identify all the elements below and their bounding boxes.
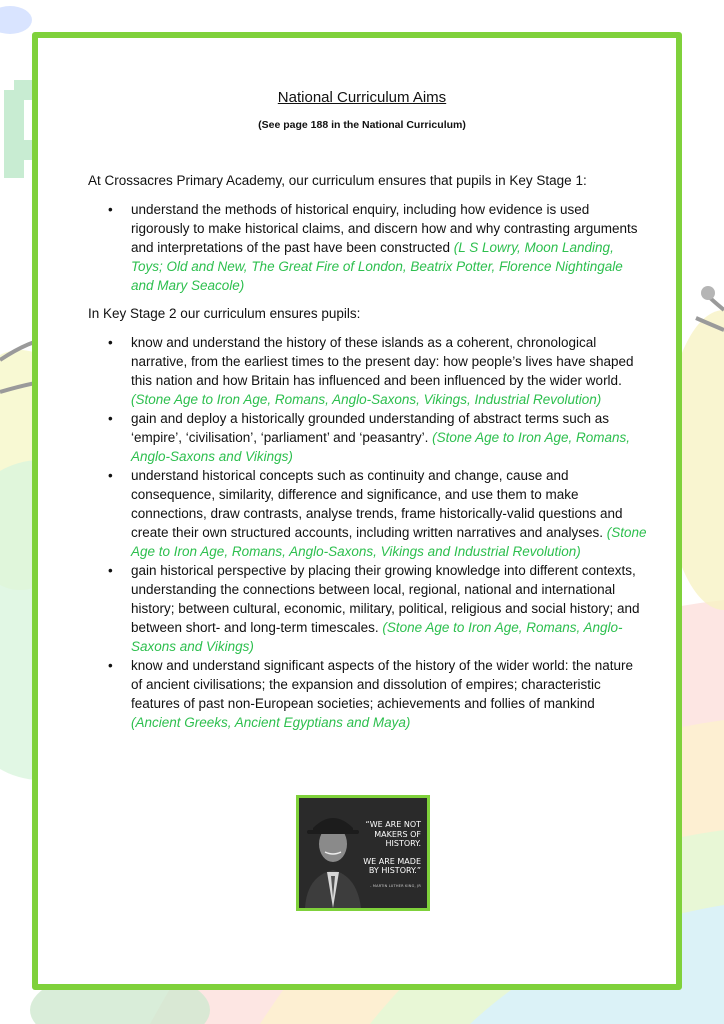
mlk-quote-image	[296, 795, 430, 911]
aim-text: know and understand significant aspects of the history of the wider world: the nature of ancient civilisations; the expansion and dissolution of empires; characteristic features of past non-European societies; achievements and follies of mankind	[131, 658, 634, 711]
ks2-aims-list	[88, 333, 648, 732]
aim-text: know and understand the history of these islands as a coherent, chronological narrative, from the earliest times to the present day: how people’s lives have shaped this nation and how Britain has influenced and been influenced by the wider world.	[131, 335, 634, 388]
aim-examples: (Ancient Greeks, Ancient Egyptians and Maya)	[131, 715, 411, 730]
quote-text	[359, 820, 421, 876]
aim-text: gain and deploy a historically grounded understanding of abstract terms such as ‘empire’, ‘civilisation’, ‘parliament’ and ‘peasantry’.	[131, 411, 610, 445]
quote-line-2: WE ARE MADE BY HISTORY.”	[363, 856, 421, 875]
aim-examples: (Stone Age to Iron Age, Romans, Anglo-Saxons and Vikings)	[131, 430, 630, 464]
list-item	[88, 200, 648, 295]
page-title: National Curriculum Aims	[277, 89, 447, 106]
list-item	[88, 656, 648, 732]
aim-examples: (Stone Age to Iron Age, Romans, Anglo-Saxons, Vikings, Industrial Revolution)	[131, 392, 602, 407]
quote-line-1: “WE ARE NOT MAKERS OF HISTORY.	[365, 820, 421, 848]
list-item	[88, 561, 648, 656]
aim-examples: (L S Lowry, Moon Landing, Toys; Old and New, The Great Fire of London, Beatrix Potter, Florence Nightingale and Mary Seacole)	[131, 240, 623, 293]
list-item	[88, 409, 648, 466]
quote-author: - MARTIN LUTHER KING, JR	[370, 884, 421, 888]
page-subtitle: (See page 188 in the National Curriculum)	[258, 119, 466, 131]
aim-text: understand the methods of historical enquiry, including how evidence is used rigorously to make historical claims, and discern how and why contrasting arguments and interpretations of the past have been constructed	[131, 202, 638, 255]
aim-examples: (Stone Age to Iron Age, Romans, Anglo-Saxons and Vikings)	[131, 620, 623, 654]
aim-examples: (Stone Age to Iron Age, Romans, Anglo-Saxons, Vikings and Industrial Revolution)	[131, 525, 647, 559]
aim-text: understand historical concepts such as continuity and change, cause and consequence, similarity, difference and significance, and use them to make connections, draw contrasts, analyse trends, frame historically-valid questions and create their own structured accounts, including written narratives and analyses.	[131, 468, 623, 540]
ks2-intro: In Key Stage 2 our curriculum ensures pupils:	[88, 306, 361, 321]
ks1-intro: At Crossacres Primary Academy, our curriculum ensures that pupils in Key Stage 1:	[88, 173, 587, 188]
list-item	[88, 466, 648, 561]
list-item	[88, 333, 648, 409]
aim-text: gain historical perspective by placing their growing knowledge into different contexts, understanding the connections between local, regional, national and international history; between cultural, economic, military, political, religious and social history; and between short- and long-term timescales.	[131, 563, 640, 635]
ks1-aims-list	[88, 200, 648, 295]
